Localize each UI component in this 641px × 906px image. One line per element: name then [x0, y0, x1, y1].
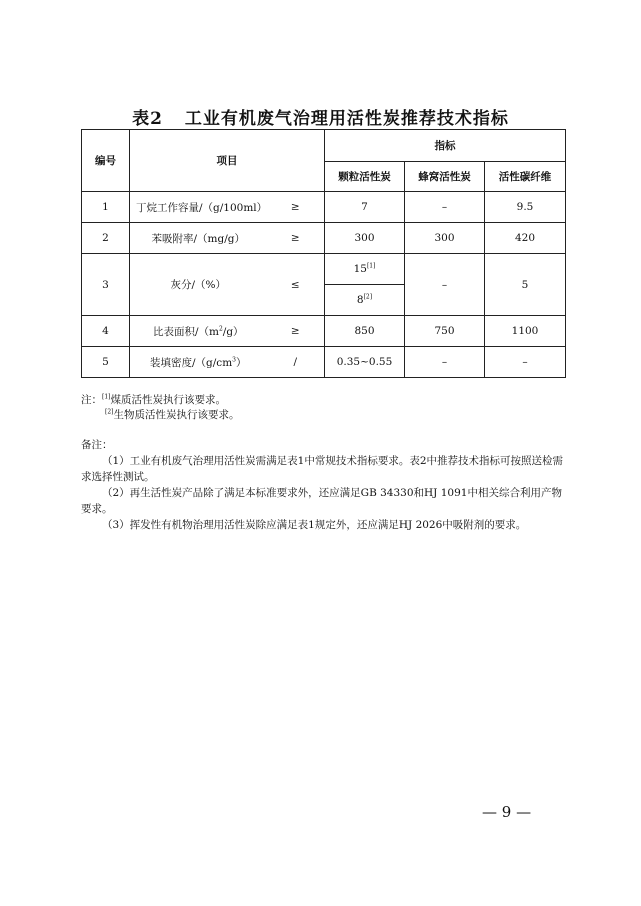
- table-row: [82, 347, 566, 378]
- row-value-fiber: –: [485, 347, 566, 378]
- item-text: 比表面积/（m: [152, 325, 219, 338]
- table-row: [82, 254, 566, 285]
- table-row: [82, 316, 566, 347]
- note-text: 煤质活性炭执行该要求。: [110, 394, 226, 406]
- page-number: — 9 —: [482, 803, 532, 821]
- row-item: [130, 316, 267, 347]
- unit-superscript: 3: [232, 356, 236, 363]
- row-op: ≤: [267, 254, 325, 316]
- remarks-heading: 备注：: [81, 439, 113, 451]
- row-value-honeycomb: 750: [405, 316, 485, 347]
- item-text: /g）: [222, 325, 244, 338]
- row-value-honeycomb: –: [405, 192, 485, 223]
- row-value-honeycomb: –: [405, 254, 485, 316]
- row-op: ≥: [267, 316, 325, 347]
- footnote-mark: [2]: [363, 293, 373, 301]
- row-item: 苯吸附率/（mg/g）: [130, 223, 267, 254]
- row-value-fiber: 420: [485, 223, 566, 254]
- row-value-fiber: 5: [485, 254, 566, 316]
- footnote-mark: [1]: [102, 393, 111, 401]
- row-value-honeycomb: 300: [405, 223, 485, 254]
- row-value-honeycomb: –: [405, 347, 485, 378]
- table-notes: [81, 393, 571, 423]
- table-label: 表2: [132, 109, 163, 129]
- note-prefix: 注：: [81, 394, 102, 406]
- table-title: [0, 104, 641, 129]
- header-index: 指标: [325, 130, 566, 162]
- remark-item: （3）挥发性有机物治理用活性炭除应满足表1规定外，还应满足HJ 2026中吸附剂的要求。: [102, 519, 527, 531]
- value-text: 8: [356, 294, 364, 306]
- header-type-granular: 颗粒活性炭: [325, 162, 405, 192]
- row-no: 1: [82, 192, 130, 223]
- note-1: [81, 393, 571, 408]
- row-value-granular: 0.35~0.55: [325, 347, 405, 378]
- header-type-honeycomb: 蜂窝活性炭: [405, 162, 485, 192]
- table-row: [82, 223, 566, 254]
- row-no: 2: [82, 223, 130, 254]
- note-2: [81, 408, 571, 423]
- row-op: /: [267, 347, 325, 378]
- remark-item: （2）再生活性炭产品除了满足本标准要求外，还应满足GB 34330和HJ 1091中相关综合利用产物要求。: [81, 487, 562, 515]
- item-text: 装填密度/（g/cm: [150, 356, 233, 369]
- row-no: 4: [82, 316, 130, 347]
- row-item: 丁烷工作容量/（g/100ml）: [130, 192, 267, 223]
- header-type-fiber: 活性碳纤维: [485, 162, 566, 192]
- row-op: ≥: [267, 192, 325, 223]
- item-text: ）: [235, 356, 247, 369]
- table-row: [82, 192, 566, 223]
- header-item: 项目: [130, 130, 325, 192]
- header-no: 编号: [82, 130, 130, 192]
- row-value-granular-biomass: [325, 285, 405, 316]
- table-title-text: 工业有机废气治理用活性炭推荐技术指标: [184, 109, 509, 129]
- value-text: 15: [353, 263, 367, 275]
- spec-table: [81, 129, 566, 378]
- row-value-granular: 7: [325, 192, 405, 223]
- unit-superscript: 2: [218, 325, 223, 332]
- row-no: 3: [82, 254, 130, 316]
- row-value-granular: 850: [325, 316, 405, 347]
- row-item: 灰分/（%）: [130, 254, 267, 316]
- remark-item: （1）工业有机废气治理用活性炭需满足表1中常规技术指标要求。表2中推荐技术指标可按照送检需求选择性测试。: [81, 455, 564, 483]
- footnote-mark: [2]: [105, 408, 114, 416]
- note-text: 生物质活性炭执行该要求。: [113, 409, 240, 421]
- remarks-section: [81, 437, 565, 533]
- row-op: ≥: [267, 223, 325, 254]
- row-value-granular-coal: [325, 254, 405, 285]
- row-value-fiber: 9.5: [485, 192, 566, 223]
- footnote-mark: [1]: [366, 262, 376, 270]
- row-item: [130, 347, 267, 378]
- row-value-granular: 300: [325, 223, 405, 254]
- row-value-fiber: 1100: [485, 316, 566, 347]
- row-no: 5: [82, 347, 130, 378]
